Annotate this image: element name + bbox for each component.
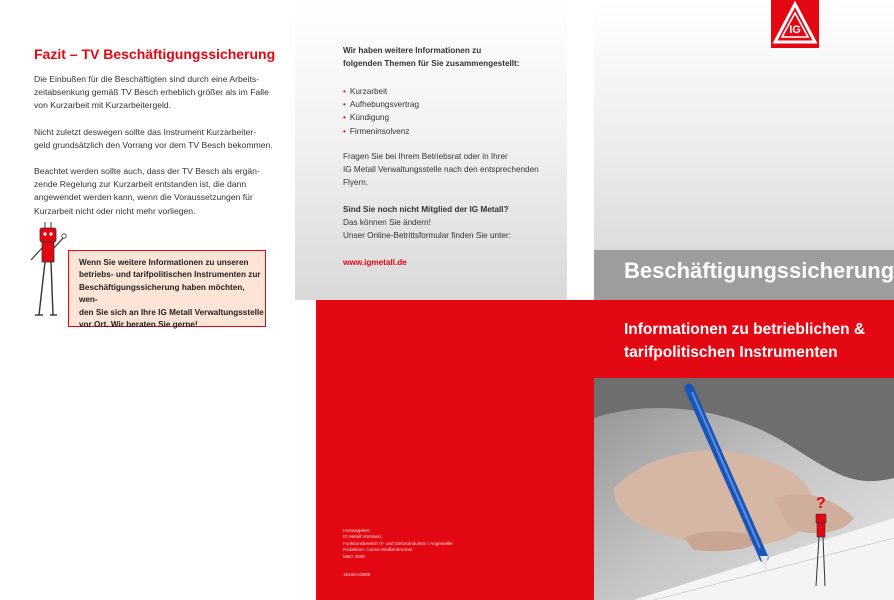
text-line: betriebs- und tarifpolitischen Instrumenten zur	[79, 270, 261, 280]
cover-subtitle	[624, 318, 884, 364]
text-line: Informationen zu betrieblichen &	[624, 321, 866, 338]
text-line: Beachtet werden sollte auch, dass der TV Besch als ergän-	[34, 166, 260, 176]
fazit-paragraph-1	[34, 73, 279, 113]
text-line: folgenden Themen für Sie zusammengestellt:	[343, 59, 520, 69]
text-line: tarifpolitischen Instrumenten	[624, 344, 838, 361]
text-line: geld grundsätzlich den Vorrang vor dem TV Besch bekommen.	[34, 140, 273, 151]
list-item: • Aufhebungsvertrag	[343, 98, 558, 111]
hand-writing-photo	[594, 378, 894, 600]
ask-paragraph	[343, 150, 558, 190]
cover-title: Beschäftigungssicherung	[624, 258, 894, 283]
text-line: zende Regelung zur Kurzarbeit entstanden ist, die dann	[34, 179, 247, 190]
text-line: IG Metall Vorstand,	[343, 534, 383, 540]
text-line: Unser Online-Betrittsformular finden Sie unter:	[343, 231, 511, 241]
ig-metall-logo-icon	[771, 0, 819, 48]
text-line: Kurzarbeit nicht oder nicht mehr vorliegen.	[34, 205, 196, 216]
topics-list	[343, 85, 558, 138]
text-line: den Sie sich an Ihre IG Metall Verwaltungsstelle	[79, 307, 264, 317]
membership-heading: Sind Sie noch nicht Mitglied der IG Metall?	[343, 205, 509, 214]
text-line: Beschäftigungssicherung haben möchten, wen-	[79, 282, 245, 305]
text-line: Das können Sie ändern!	[343, 218, 431, 228]
list-item: • Kündigung	[343, 111, 558, 124]
fazit-paragraph-3	[34, 165, 279, 218]
fazit-title: Fazit – TV Beschäftigungssicherung	[34, 46, 276, 62]
text-line: von Kurzarbeit mit Kurzarbeitergeld.	[34, 100, 172, 111]
middle-panel	[295, 0, 567, 300]
text-line: Fragen Sie bei Ihrem Betriebsrat oder in Ihrer	[343, 152, 508, 161]
text-line: vor Ort. Wir beraten Sie gerne!	[79, 320, 198, 330]
list-item: • Kurzarbeit	[343, 85, 558, 98]
text-line: angewendet werden kann, wenn die Voraussetzungen für	[34, 192, 253, 203]
text-line: März 2009	[343, 553, 365, 559]
svg-text:?: ?	[816, 495, 826, 512]
list-item: • Firmeninsolvenz	[343, 125, 558, 138]
order-number: 16108-23809	[343, 572, 371, 577]
text-line: Wir haben weitere Informationen zu	[343, 46, 482, 55]
cover-top	[594, 0, 894, 250]
text-line: Wenn Sie weitere Informationen zu unseren	[79, 258, 249, 267]
topics-intro	[343, 44, 558, 70]
membership-paragraph	[343, 203, 558, 243]
text-line: Funktionsbereich IT- und Elektroindustrie / Angestellte	[343, 540, 453, 546]
text-line: zeitabsenkung gemäß TV Besch erheblich größer als im Falle	[34, 87, 269, 98]
text-line: Herausgeber:	[343, 528, 371, 533]
panel-gap	[567, 0, 594, 300]
logo-text: IG	[789, 24, 801, 36]
text-line: Flyern.	[343, 178, 369, 188]
info-callout-box	[68, 250, 266, 330]
imprint	[343, 528, 533, 560]
robot-mascot-icon	[25, 220, 71, 320]
text-line: Redaktion: Carina Weißenbrunner	[343, 547, 413, 553]
fazit-paragraph-2	[34, 126, 279, 152]
text-line: IG Metall Verwaltungsstelle nach den entsprechenden	[343, 165, 539, 175]
text-line: Die Einbußen für die Beschäftigten sind durch eine Arbeits-	[34, 74, 259, 84]
website-link[interactable]: www.igmetall.de	[343, 258, 407, 267]
text-line: Nicht zuletzt deswegen sollte das Instrument Kurzarbeiter-	[34, 127, 257, 137]
